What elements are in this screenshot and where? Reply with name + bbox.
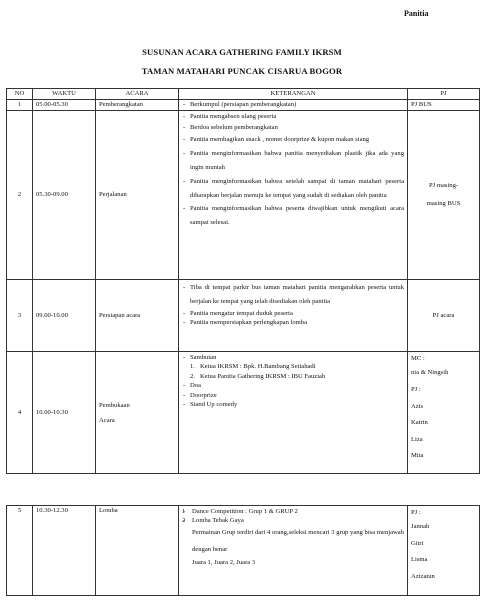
lomba-item-number: - 2 bbox=[182, 517, 186, 524]
pj-line: Azis bbox=[411, 402, 424, 410]
sub-item-number: 1. bbox=[190, 363, 195, 371]
list-item: - Berdoa sebelum pemberangkatan bbox=[182, 122, 404, 133]
cell-keterangan bbox=[179, 280, 408, 352]
cell-keterangan bbox=[179, 100, 408, 111]
pj-line: PJ : bbox=[411, 509, 421, 516]
pj-line: Jannah bbox=[411, 523, 430, 530]
schedule-table bbox=[6, 88, 480, 474]
sub-item-text: Ketua IKRSM : Bpk. H.Bambang Setiahadi bbox=[200, 363, 316, 371]
cell-acara bbox=[96, 352, 179, 474]
list-item: - Stand Up comedy bbox=[182, 400, 404, 410]
list-item: - Panitia menginformasikan bahwa setelah sampai di taman matahari peserta diharapkan berjalan menuju ke tempat yang sudah di sediakan oleh panitia bbox=[182, 175, 404, 203]
table-row bbox=[7, 111, 480, 280]
cell-acara: Perjalanan bbox=[96, 111, 179, 280]
document-subtitle: TAMAN MATAHARI PUNCAK CISARUA BOGOR bbox=[141, 66, 343, 76]
lomba-item-number: - 1 bbox=[182, 508, 186, 515]
cell-no: 5 bbox=[7, 506, 33, 596]
list-item: - Panitia mengabsen ulang peserta bbox=[182, 112, 404, 122]
pj-line: Liza bbox=[411, 435, 423, 443]
header-acara: ACARA bbox=[96, 89, 179, 100]
cell-no: 2 bbox=[7, 111, 33, 280]
pj-line: Mita bbox=[411, 452, 424, 460]
acara-line: Pembukaan bbox=[99, 401, 130, 409]
header-keterangan: KETERANGAN bbox=[179, 89, 408, 100]
cell-acara: Persiapan acara bbox=[96, 280, 179, 352]
lomba-item bbox=[182, 516, 404, 525]
cell-keterangan bbox=[179, 352, 408, 474]
table-row bbox=[7, 352, 480, 474]
list-item: - Panitia mengatur tempat duduk peserta bbox=[182, 309, 404, 319]
pj-line: masing BUS bbox=[426, 200, 461, 208]
pj-line: Gitri bbox=[411, 539, 424, 547]
list-item: - Panitia mempersiapkan perlengkapan lomba bbox=[182, 318, 404, 328]
cell-pj: PJ acara bbox=[408, 280, 480, 352]
pj-line: Azizatun bbox=[411, 572, 435, 580]
list-item: - Doa bbox=[182, 381, 404, 391]
cell-acara: Pemberangkatan bbox=[96, 100, 179, 111]
cell-no: 3 bbox=[7, 280, 33, 352]
acara-line: Acara bbox=[99, 416, 115, 424]
pj-line: Katrin bbox=[411, 419, 428, 427]
list-item: - Tiba di tempat parkir bus taman matahari panitia mengarahkan peserta untuk berjalan ke tempat yang telah disediakan oleh panitia bbox=[182, 281, 404, 308]
list-item: - Panitia menginformasikan bahwa peserta diwajibkan untuk mengikuti acara sampai selesai. bbox=[182, 202, 404, 230]
cell-waktu: 10.00-10.30 bbox=[33, 352, 96, 474]
cell-pj bbox=[408, 111, 480, 280]
pj-line: PJ masing- bbox=[428, 181, 459, 189]
pj-line: PJ : bbox=[411, 386, 421, 393]
cell-waktu: 10.30-12.30 bbox=[33, 506, 96, 596]
header-waktu: WAKTU bbox=[33, 89, 96, 100]
cell-waktu: 09.00-10.00 bbox=[33, 280, 96, 352]
header-no: NO bbox=[7, 89, 33, 100]
lomba-item-text: Lomba Tebak Gaya bbox=[192, 517, 244, 524]
cell-acara: Lomba bbox=[96, 506, 179, 596]
list-item: - Doorprize bbox=[182, 391, 404, 401]
cell-waktu: 05.30-09.00 bbox=[33, 111, 96, 280]
lomba-description: Permainan Grup terdiri dari 4 orang,seleksi mencari 3 grup yang bisa menjawab dengan benar bbox=[192, 529, 404, 553]
list-item: - Panitia menginformasikan bahwa panitia menyediakan plastik jika ada yang ingin muntah bbox=[182, 147, 404, 175]
table-row bbox=[7, 100, 480, 111]
list-item: - Sambutan bbox=[182, 353, 404, 362]
list-item: - Berkumpul (persiapan pemberangkatan) bbox=[182, 101, 404, 109]
document-title: SUSUNAN ACARA GATHERING FAMILY IKRSM bbox=[142, 47, 342, 57]
pj-line: Lisma bbox=[411, 556, 428, 564]
sub-item-number: 2. bbox=[190, 372, 195, 380]
sub-item-text: Ketua Panitia Gathering IKRSM : IBU Fauziah bbox=[200, 372, 326, 380]
cell-no: 1 bbox=[7, 100, 33, 111]
cell-pj: PJ BUS bbox=[408, 100, 480, 111]
table-header-row bbox=[7, 89, 480, 100]
pj-line: MC : bbox=[411, 355, 425, 363]
schedule-table-continued bbox=[6, 505, 480, 596]
cell-keterangan bbox=[179, 111, 408, 280]
cell-keterangan bbox=[179, 506, 408, 596]
committee-label: Panitia bbox=[404, 9, 429, 18]
pj-line: nia & Ningsih bbox=[411, 369, 449, 377]
lomba-item-text: Dance Competition : Grup 1 & GRUP 2 bbox=[192, 508, 298, 515]
sub-item bbox=[190, 362, 404, 372]
cell-pj bbox=[408, 352, 480, 474]
cell-no: 4 bbox=[7, 352, 33, 474]
header-pj: PJ bbox=[408, 89, 480, 100]
list-item: - Panitia membagikan snack , nomer doorprize & kupon makan siang bbox=[182, 133, 404, 147]
lomba-prizes: Juara 1, Juara 2, Juara 3 bbox=[192, 559, 256, 566]
table-row bbox=[7, 506, 480, 596]
table-row bbox=[7, 280, 480, 352]
cell-pj bbox=[408, 506, 480, 596]
cell-waktu: 05.00-05.30 bbox=[33, 100, 96, 111]
sub-item bbox=[190, 372, 404, 382]
lomba-item bbox=[182, 507, 404, 516]
